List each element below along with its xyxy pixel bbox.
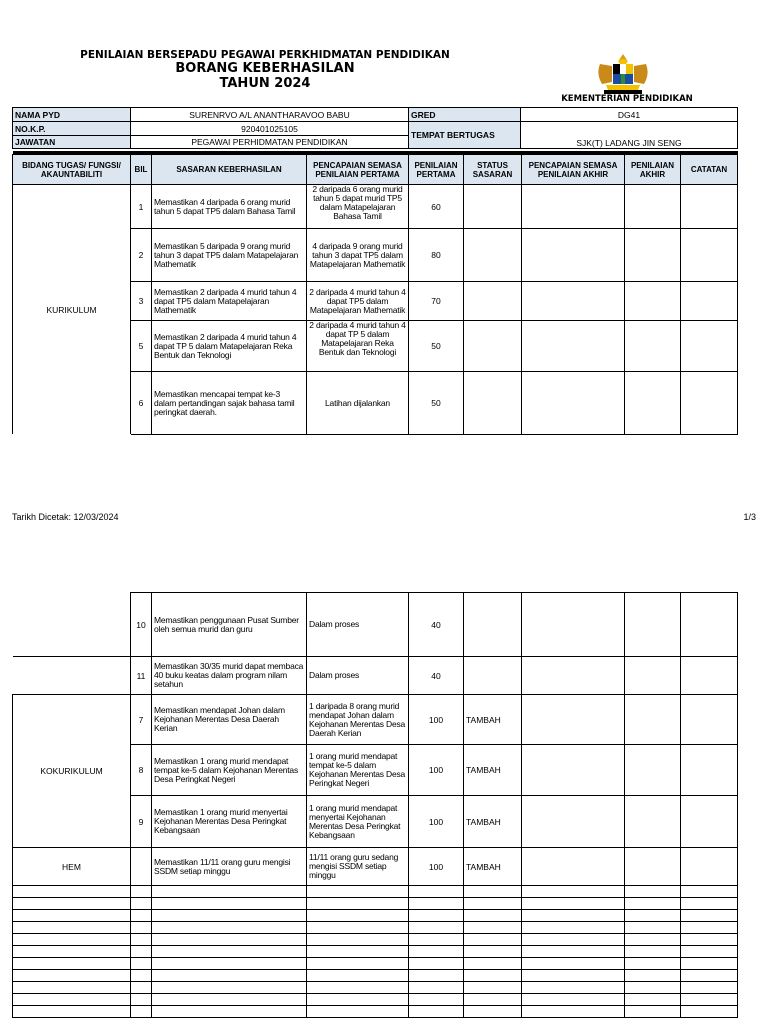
row-pencapaian-akhir bbox=[522, 229, 625, 282]
row-sasaran: Memastikan mencapai tempat ke-3 dalam pertandingan sajak bahasa tamil peringkat daerah. bbox=[152, 372, 307, 435]
row-bil: 2 bbox=[131, 229, 152, 282]
row-pencapaian-akhir bbox=[522, 321, 625, 372]
row-bil: 9 bbox=[131, 796, 152, 848]
empty-row bbox=[13, 1006, 738, 1018]
row-sasaran: Memastikan 1 orang murid mendapat tempat ke-5 dalam Kejohanan Merentas Desa Peringkat Negeri bbox=[152, 745, 307, 796]
row-nilai: 100 bbox=[409, 695, 464, 745]
row-bil: 3 bbox=[131, 282, 152, 321]
row-penilaian-akhir bbox=[625, 321, 681, 372]
col-penilaian-pertama: PENILAIAN PERTAMA bbox=[409, 155, 464, 185]
row-catatan bbox=[681, 796, 738, 848]
nokp-label: NO.K.P. bbox=[13, 122, 131, 136]
empty-row bbox=[13, 898, 738, 910]
row-bil: 7 bbox=[131, 695, 152, 745]
row-catatan bbox=[681, 657, 738, 695]
row-pencapaian: Dalam proses bbox=[307, 657, 409, 695]
row-status bbox=[464, 657, 522, 695]
row-nilai: 40 bbox=[409, 657, 464, 695]
row-penilaian-akhir bbox=[625, 372, 681, 435]
empty-row bbox=[13, 886, 738, 898]
row-bil: 11 bbox=[131, 657, 152, 695]
gred-label: GRED bbox=[409, 108, 521, 122]
empty-row bbox=[13, 922, 738, 934]
row-nilai: 80 bbox=[409, 229, 464, 282]
row-bil: 6 bbox=[131, 372, 152, 435]
empty-bidang bbox=[13, 657, 131, 695]
empty-row bbox=[13, 970, 738, 982]
page-number: 1/3 bbox=[743, 512, 756, 522]
row-penilaian-akhir bbox=[625, 593, 681, 657]
gred-value: DG41 bbox=[521, 108, 738, 122]
row-status bbox=[464, 372, 522, 435]
row-penilaian-akhir bbox=[625, 695, 681, 745]
row-bil: 1 bbox=[131, 185, 152, 229]
row-penilaian-akhir bbox=[625, 745, 681, 796]
row-nilai: 70 bbox=[409, 282, 464, 321]
row-pencapaian-akhir bbox=[522, 848, 625, 886]
tempat-label: TEMPAT BERTUGAS bbox=[409, 122, 521, 149]
row-sasaran: Memastikan 11/11 orang guru mengisi SSDM setiap minggu bbox=[152, 848, 307, 886]
nama-value: SURENRVO A/L ANANTHARAVOO BABU bbox=[131, 108, 409, 122]
row-sasaran: Memastikan mendapat Johan dalam Kejohanan Merentas Desa Daerah Kerian bbox=[152, 695, 307, 745]
row-nilai: 40 bbox=[409, 593, 464, 657]
table-row bbox=[13, 848, 738, 886]
row-penilaian-akhir bbox=[625, 796, 681, 848]
row-penilaian-akhir bbox=[625, 848, 681, 886]
nama-label: NAMA PYD bbox=[13, 108, 131, 122]
row-pencapaian: Dalam proses bbox=[307, 593, 409, 657]
row-nilai: 100 bbox=[409, 745, 464, 796]
empty-row bbox=[13, 910, 738, 922]
row-status bbox=[464, 321, 522, 372]
nokp-value: 920401025105 bbox=[131, 122, 409, 136]
jawatan-label: JAWATAN bbox=[13, 136, 131, 149]
row-nilai: 100 bbox=[409, 848, 464, 886]
form-title: BORANG KEBERHASILAN bbox=[175, 61, 355, 76]
results-table-page1 bbox=[12, 151, 738, 435]
form-heading: PENILAIAN BERSEPADU PEGAWAI PERKHIDMATAN PENDIDIKAN bbox=[80, 49, 450, 61]
row-catatan bbox=[681, 745, 738, 796]
form-year: TAHUN 2024 bbox=[219, 76, 311, 91]
row-catatan bbox=[681, 185, 738, 229]
print-date: Tarikh Dicetak: 12/03/2024 bbox=[12, 512, 119, 522]
row-sasaran: Memastikan 4 daripada 6 orang murid tahun 5 dapat TP5 dalam Bahasa Tamil bbox=[152, 185, 307, 229]
row-catatan bbox=[681, 848, 738, 886]
row-pencapaian-akhir bbox=[522, 657, 625, 695]
row-pencapaian-akhir bbox=[522, 745, 625, 796]
row-penilaian-akhir bbox=[625, 282, 681, 321]
table-row bbox=[13, 593, 738, 657]
col-status: STATUS SASARAN bbox=[464, 155, 522, 185]
col-penilaian-akhir: PENILAIAN AKHIR bbox=[625, 155, 681, 185]
empty-row bbox=[13, 958, 738, 970]
row-pencapaian-akhir bbox=[522, 372, 625, 435]
empty-row bbox=[13, 946, 738, 958]
col-catatan: CATATAN bbox=[681, 155, 738, 185]
row-bil bbox=[131, 848, 152, 886]
info-table bbox=[12, 107, 738, 149]
table-row bbox=[13, 695, 738, 745]
coat-of-arms-icon bbox=[592, 52, 654, 96]
row-catatan bbox=[681, 593, 738, 657]
row-status bbox=[464, 229, 522, 282]
row-pencapaian: Latihan dijalankan bbox=[307, 372, 409, 435]
tempat-value: SJK(T) LADANG JIN SENG bbox=[521, 122, 738, 149]
section-hem: HEM bbox=[13, 848, 131, 886]
row-catatan bbox=[681, 282, 738, 321]
row-status bbox=[464, 185, 522, 229]
row-pencapaian: 1 orang murid mendapat menyertai Kejohanan Merentas Desa Peringkat Kebangsaan bbox=[307, 796, 409, 848]
row-catatan bbox=[681, 372, 738, 435]
section-kurikulum: KURIKULUM bbox=[13, 185, 131, 435]
row-catatan bbox=[681, 695, 738, 745]
ministry-label: KEMENTERIAN PENDIDIKAN bbox=[561, 94, 693, 104]
row-pencapaian: 11/11 orang guru sedang mengisi SSDM setiap minggu bbox=[307, 848, 409, 886]
row-pencapaian: 2 daripada 4 murid tahun 4 dapat TP 5 dalam Matapelajaran Reka Bentuk dan Teknologi bbox=[307, 321, 409, 372]
col-bidang: BIDANG TUGAS/ FUNGSI/ AKAUNTABILITI bbox=[13, 155, 131, 185]
results-table-page2 bbox=[12, 592, 738, 1018]
empty-row bbox=[13, 934, 738, 946]
empty-row bbox=[13, 994, 738, 1006]
row-pencapaian-akhir bbox=[522, 593, 625, 657]
row-sasaran: Memastikan 1 orang murid menyertai Kejohanan Merentas Desa Peringkat Kebangsaan bbox=[152, 796, 307, 848]
row-pencapaian: 1 orang murid mendapat tempat ke-5 dalam Kejohanan Merentas Desa Peringkat Negeri bbox=[307, 745, 409, 796]
row-penilaian-akhir bbox=[625, 657, 681, 695]
row-nilai: 50 bbox=[409, 321, 464, 372]
row-sasaran: Memastikan 5 daripada 9 orang murid tahun 3 dapat TP5 dalam Matapelajaran Mathematik bbox=[152, 229, 307, 282]
row-bil: 10 bbox=[131, 593, 152, 657]
row-sasaran: Memastikan 30/35 murid dapat membaca 40 buku keatas dalam program nilam setahun bbox=[152, 657, 307, 695]
empty-bidang bbox=[13, 593, 131, 657]
row-status: TAMBAH bbox=[464, 745, 522, 796]
row-sasaran: Memastikan 2 daripada 4 murid tahun 4 dapat TP5 dalam Matapelajaran Mathematik bbox=[152, 282, 307, 321]
section-kokurikulum: KOKURIKULUM bbox=[13, 695, 131, 848]
row-nilai: 50 bbox=[409, 372, 464, 435]
row-pencapaian: 4 daripada 9 orang murid tahun 3 dapat TP5 dalam Matapelajaran Mathematik bbox=[307, 229, 409, 282]
row-nilai: 60 bbox=[409, 185, 464, 229]
row-status: TAMBAH bbox=[464, 695, 522, 745]
row-penilaian-akhir bbox=[625, 185, 681, 229]
row-penilaian-akhir bbox=[625, 229, 681, 282]
row-pencapaian-akhir bbox=[522, 282, 625, 321]
col-pencapaian-pertama: PENCAPAIAN SEMASA PENILAIAN PERTAMA bbox=[307, 155, 409, 185]
col-bil: BIL bbox=[131, 155, 152, 185]
col-sasaran: SASARAN KEBERHASILAN bbox=[152, 155, 307, 185]
row-pencapaian-akhir bbox=[522, 185, 625, 229]
row-status: TAMBAH bbox=[464, 848, 522, 886]
row-pencapaian: 2 daripada 6 orang murid tahun 5 dapat murid TP5 dalam Matapelajaran Bahasa Tamil bbox=[307, 185, 409, 229]
row-catatan bbox=[681, 321, 738, 372]
row-pencapaian: 1 daripada 8 orang murid mendapat Johan dalam Kejohanan Merentas Desa Daerah Kerian bbox=[307, 695, 409, 745]
row-sasaran: Memastikan penggunaan Pusat Sumber oleh semua murid dan guru bbox=[152, 593, 307, 657]
row-pencapaian-akhir bbox=[522, 796, 625, 848]
row-nilai: 100 bbox=[409, 796, 464, 848]
row-status bbox=[464, 282, 522, 321]
row-status bbox=[464, 593, 522, 657]
empty-row bbox=[13, 982, 738, 994]
col-pencapaian-akhir: PENCAPAIAN SEMASA PENILAIAN AKHIR bbox=[522, 155, 625, 185]
row-bil: 5 bbox=[131, 321, 152, 372]
row-bil: 8 bbox=[131, 745, 152, 796]
row-sasaran: Memastikan 2 daripada 4 murid tahun 4 dapat TP 5 dalam Matapelajaran Reka Bentuk dan Teknologi bbox=[152, 321, 307, 372]
row-pencapaian: 2 daripada 4 murid tahun 4 dapat TP5 dalam Matapelajaran Mathematik bbox=[307, 282, 409, 321]
jawatan-value: PEGAWAI PERHIDMATAN PENDIDIKAN bbox=[131, 136, 409, 149]
row-status: TAMBAH bbox=[464, 796, 522, 848]
row-pencapaian-akhir bbox=[522, 695, 625, 745]
row-catatan bbox=[681, 229, 738, 282]
table-row bbox=[13, 657, 738, 695]
table-row bbox=[13, 185, 738, 229]
